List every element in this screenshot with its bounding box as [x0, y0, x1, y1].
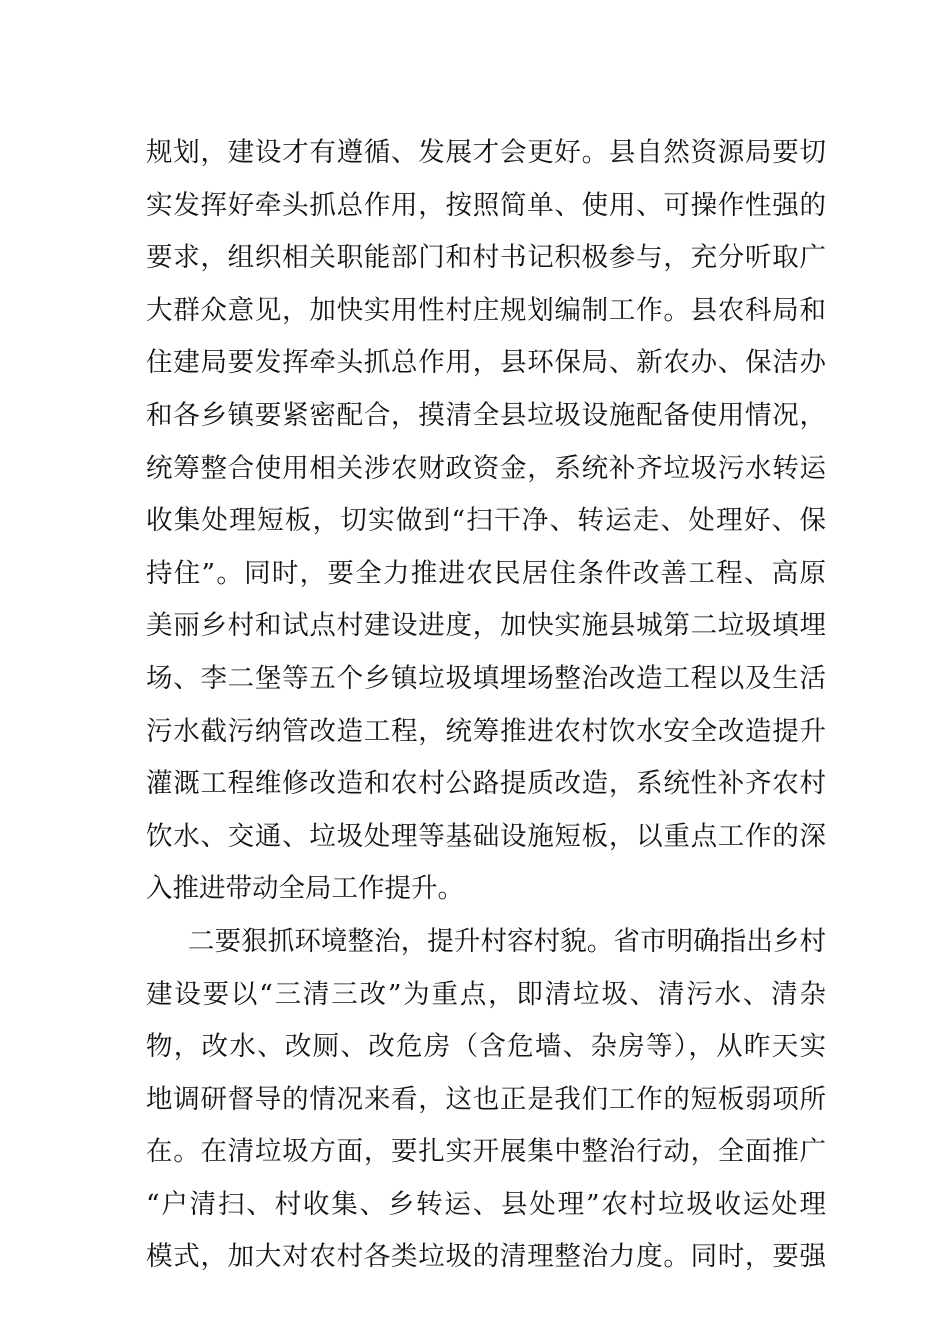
- text-line: 统筹整合使用相关涉农财政资金，系统补齐垃圾污水转运: [146, 452, 826, 484]
- text-line: 住建局要发挥牵头抓总作用，县环保局、新农办、保洁办: [146, 347, 826, 379]
- text-line: 美丽乡村和试点村建设进度，加快实施县城第二垃圾填埋: [146, 610, 826, 642]
- text-line: 入推进带动全局工作提升。: [146, 873, 464, 905]
- text-line: 模式，加大对农村各类垃圾的清理整治力度。同时，要强: [146, 1241, 826, 1273]
- text-line: 要求，组织相关职能部门和村书记积极参与，充分听取广: [146, 242, 826, 274]
- text-line: 规划，建设才有遵循、发展才会更好。县自然资源局要切: [146, 137, 826, 168]
- text-line: 实发挥好牵头抓总作用，按照简单、使用、可操作性强的: [146, 189, 826, 221]
- text-line: 污水截污纳管改造工程，统筹推进农村饮水安全改造提升: [146, 715, 826, 747]
- text-line: 物，改水、改厕、改危房（含危墙、杂房等），从昨天实: [146, 1031, 826, 1063]
- text-line: 地调研督导的情况来看，这也正是我们工作的短板弱项所: [146, 1083, 826, 1115]
- text-line: 建设要以“三清三改”为重点，即清垃圾、清污水、清杂: [146, 978, 826, 1010]
- text-line: 收集处理短板，切实做到“扫干净、转运走、处理好、保: [146, 505, 826, 537]
- paragraph-start-line: 二要狠抓环境整治，提升村容村貌。省市明确指出乡村: [188, 925, 826, 957]
- body-text: [146, 127, 826, 1284]
- text-line: 和各乡镇要紧密配合，摸清全县垃圾设施配备使用情况，: [146, 399, 826, 431]
- text-line: 大群众意见，加快实用性村庄规划编制工作。县农科局和: [146, 294, 826, 326]
- text-line: 灌溉工程维修改造和农村公路提质改造，系统性补齐农村: [146, 768, 826, 800]
- text-line: 场、李二堡等五个乡镇垃圾填埋场整治改造工程以及生活: [146, 662, 826, 694]
- text-line: 在。在清垃圾方面，要扎实开展集中整治行动，全面推广: [146, 1136, 826, 1168]
- text-line: 持住”。同时，要全力推进农民居住条件改善工程、高原: [146, 557, 826, 589]
- text-line: “户清扫、村收集、乡转运、县处理”农村垃圾收运处理: [146, 1188, 826, 1220]
- text-line: 饮水、交通、垃圾处理等基础设施短板，以重点工作的深: [146, 820, 826, 852]
